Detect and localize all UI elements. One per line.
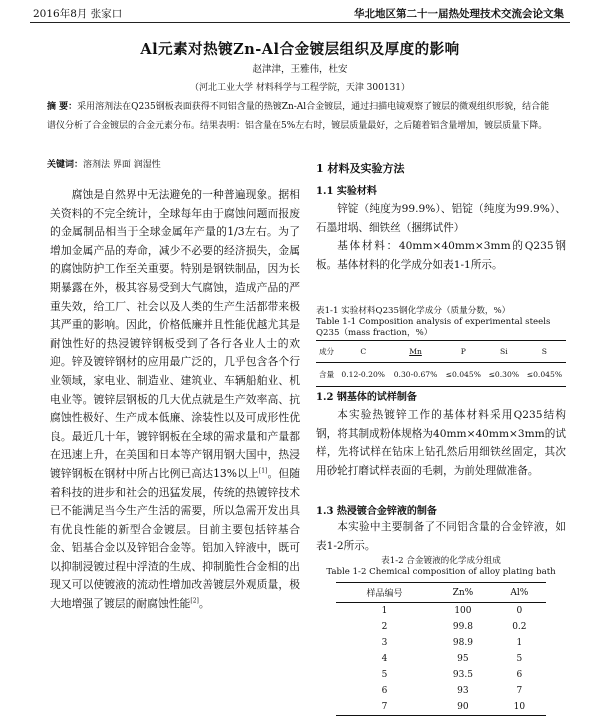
table2-header: 样品编号 <box>336 583 433 603</box>
table1-caption <box>316 306 566 339</box>
abstract-label: 摘 要： <box>47 102 78 112</box>
table2-cell: 6 <box>381 686 388 696</box>
table2-cell: 7 <box>516 686 523 696</box>
running-header-right: 华北地区第二十一届热处理技术交流会论文集 <box>354 8 564 20</box>
table2-cell: 100 <box>454 606 472 616</box>
table2 <box>336 582 546 716</box>
table1-header: Mn <box>389 341 441 363</box>
abstract <box>47 98 557 136</box>
sample-prep-text <box>316 406 566 480</box>
table2-row <box>336 603 546 620</box>
materials-paragraph-2: 基体材料：40mm×40mm×3mm的Q235钢板。基体材料的化学成分如表1-1所示。 <box>316 240 566 271</box>
table1-header: Si <box>485 341 523 363</box>
bath-prep-paragraph: 本实验中主要制备了不同铝含量的合金锌液，如表1-2所示。 <box>316 521 566 552</box>
keywords-text: 溶剂法 界面 润湿性 <box>83 160 161 170</box>
left-column <box>50 186 300 614</box>
table2-row <box>336 683 546 699</box>
sample-prep-paragraph: 本实验热镀锌工作的基体材料采用Q235结构钢，将其制成粉体规格为40mm×40mm×3mm的试样，先将试样在钻床上钻孔然后用细铁丝固定，其次用砂轮打磨试样表面的毛刺，为前处理做准备。 <box>316 409 566 477</box>
table1-cell: 含量 <box>316 363 337 387</box>
table2-cell: 99.8 <box>452 622 473 632</box>
table1-header: 成分 <box>316 341 337 363</box>
table2-row <box>336 635 546 651</box>
table2-row <box>336 699 546 716</box>
subsection-1-3-title: 1.3 热浸镀合金锌液的制备 <box>316 506 437 517</box>
authors: 赵津津，王雅伟，杜安 <box>252 64 348 75</box>
paper-title: Al元素对热镀Zn-Al合金镀层组织及厚度的影响 <box>140 41 460 58</box>
keywords-label: 关键词： <box>47 160 84 170</box>
table1-caption-en: Table 1-1 Composition analysis of experimental steels Q235（mass fraction，%） <box>316 317 551 338</box>
citation-1: [1] <box>258 467 268 475</box>
table2-cell: 3 <box>381 638 388 648</box>
table2-caption <box>316 556 566 578</box>
table1-cell: ≤0.045% <box>523 363 566 387</box>
intro-text-1: 腐蚀是自然界中无法避免的一种普遍现象。据相关资料的不完全统计，全球每年由于腐蚀问题而报废的金属制品相当于全球金属年产量的1/3左右。为了增加金属产品的寿命，减少不必要的经济损失，金属的腐蚀防护工作至关重要。特别是钢铁制品，因为长期暴露在外，极其容易受到大气腐蚀，造成产品的严重失效，给工厂、社会以及人类的生产生活都带来极其严重的影响。因此，价格低廉并且性能优越尤其是耐蚀性好的热浸镀锌钢板受到了各行各业人士的欢迎。锌及镀锌钢材的应用最广泛的，几乎包含各个行业领域，家电业、制造业、建筑业、车辆船舶业、机电业等。镀锌层钢板的几大优点就是生产效率高、抗腐蚀性极好、生产成本低廉、涂装性以及可成形性优良。最近几十年，镀锌钢板在全球的需求量和产量都在迅速上升，在美国和日本等产钢用钢大国中，热浸镀锌钢板在钢材中所占比例已高达13%以上 <box>50 188 300 480</box>
table2-cell: 0.2 <box>512 622 527 632</box>
running-header-left: 2016年8月 张家口 <box>33 8 123 20</box>
table2-cell: 0 <box>516 606 523 616</box>
table1-cell: ≤0.045% <box>442 363 485 387</box>
table2-cell: 93.5 <box>452 670 473 680</box>
table1-cell: ≤0.30% <box>485 363 523 387</box>
intro-text-2: 。但随着科技的进步和社会的迅猛发展，传统的热镀锌技术已不能满足当今生产生活的需要，所以急需开发出具有优良性能的新型合金镀层。目前主要包括锌基合金、铝基合金以及锌铝合金等。铝加入锌液中，既可以抑制浸镀过程中浮渣的生成、抑制脆性合金相的出现又可以使镀液的流动性增加改善镀层外观质量，极大地增强了镀层的耐腐蚀性能 <box>50 466 301 611</box>
table2-cell: 10 <box>493 699 546 716</box>
table1-cell: 0.30-0.67% <box>389 363 441 387</box>
materials-text <box>316 200 566 274</box>
table1-caption-cn: 表1-1 实验材料Q235钢化学成分（质量分数，%） <box>316 306 511 316</box>
intro-paragraph <box>50 186 300 614</box>
table1-header: P <box>442 341 485 363</box>
subsection-1-2-title: 1.2 钢基体的试样制备 <box>316 392 417 403</box>
table2-row <box>336 651 546 667</box>
table2-header: Al% <box>493 583 546 603</box>
table2-cell: 5 <box>516 654 523 664</box>
table1-header: C <box>337 341 389 363</box>
table1-cell: 0.12-0.20% <box>337 363 389 387</box>
subsection-1-1-title: 1.1 实验材料 <box>316 186 377 197</box>
table2-caption-cn: 表1-2 合金镀液的化学成分组成 <box>381 556 501 566</box>
abstract-text: 采用溶剂法在Q235钢板表面获得不同铝含量的热镀Zn-Al合金镀层，通过扫描电镜观察了镀层的微观组织形貌，结合能谱仪分析了合金镀层的合金元素分布。结果表明：铝含量在5%左右时，镀层质量最好，之后随着铝含量增加，镀层质量下降。 <box>47 102 550 131</box>
affiliation: （河北工业大学 材料科学与工程学院，天津 300131） <box>189 83 411 93</box>
table2-cell: 98.9 <box>452 638 473 648</box>
table2-cell: 90 <box>433 699 493 716</box>
keywords <box>47 157 161 170</box>
table1-header: S <box>523 341 566 363</box>
table2-header: Zn% <box>433 583 493 603</box>
bath-prep-text <box>316 518 566 555</box>
table2-cell: 4 <box>381 654 388 664</box>
table1 <box>316 340 566 387</box>
table2-cell: 1 <box>381 606 388 616</box>
table2-cell: 1 <box>516 638 523 648</box>
intro-text-end: 。 <box>198 597 210 611</box>
header-rule <box>30 22 570 23</box>
table2-row <box>336 619 546 635</box>
table2-caption-en: Table 1-2 Chemical composition of alloy plating bath <box>326 567 556 577</box>
table2-cell: 6 <box>516 670 523 680</box>
section1-title: 1 材料及实验方法 <box>316 162 405 175</box>
table2-cell: 7 <box>336 699 433 716</box>
table2-cell: 93 <box>457 686 469 696</box>
materials-paragraph-1: 锌锭（纯度为99.9%）、铝锭（纯度为99.9%）、石墨坩埚、细铁丝（捆绑试件） <box>316 203 566 234</box>
table2-cell: 2 <box>381 622 388 632</box>
table2-cell: 5 <box>381 670 388 680</box>
citation-2: [2] <box>190 597 199 605</box>
table2-row <box>336 667 546 683</box>
table2-cell: 95 <box>457 654 469 664</box>
